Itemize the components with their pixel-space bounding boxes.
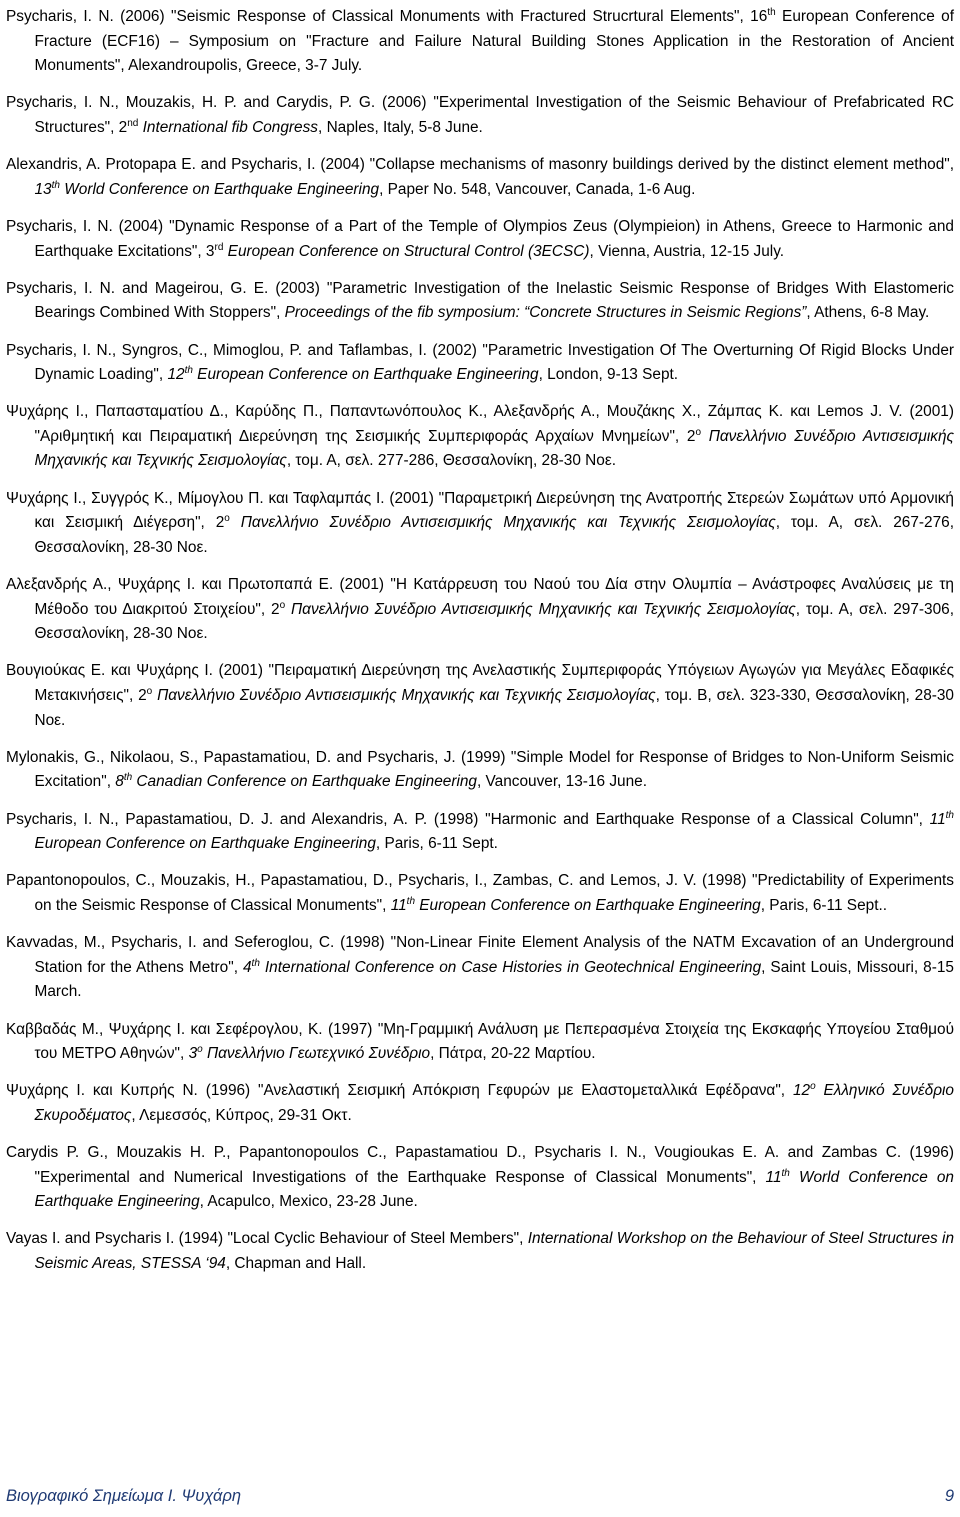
reference-entry bbox=[6, 573, 954, 647]
reference-text: Kavvadas, M., Psycharis, I. and Seferoglou, C. (1998) "Non-Linear Finite Element Analysis of the NATM Excavation of an Underground Station for the Athens Metro", bbox=[6, 934, 954, 976]
ordinal-superscript: ο bbox=[279, 599, 286, 611]
reference-text: Psycharis, I. N., Papastamatiou, D. J. and Alexandris, A. P. (1998) "Harmonic and Earthquake Response of a Classical Column", bbox=[6, 810, 930, 828]
reference-text: Psycharis, I. N. (2006) "Seismic Response of Classical Monuments with Fractured Strucrtural Elements", 16 bbox=[6, 8, 768, 25]
reference-text: , τομ. Α, σελ. 277-286, Θεσσαλονίκη, 28-30 Νοε. bbox=[286, 452, 616, 470]
reference-entry bbox=[6, 1141, 954, 1215]
italic-venue: 12 bbox=[792, 1082, 811, 1100]
italic-venue: 11 bbox=[390, 896, 407, 914]
reference-entry bbox=[6, 1079, 954, 1128]
reference-text: , Acapulco, Mexico, 23-28 June. bbox=[199, 1193, 418, 1211]
ordinal-superscript: nd bbox=[127, 117, 139, 129]
italic-venue: Πανελλήνιο Συνέδριο Αντισεισμικής Μηχανικής και Τεχνικής Σεισμολογίας bbox=[34, 427, 955, 470]
italic-venue: 4 bbox=[242, 958, 252, 976]
reference-text: Papantonopoulos, C., Mouzakis, H., Papastamatiou, D., Psycharis, I., Zambas, C. and Lemos, J. V. (1998) "Predictability of Experiments on the Seismic Response of Classical Monuments", bbox=[6, 872, 954, 914]
italic-venue: European Conference on Earthquake Engineering bbox=[415, 896, 761, 914]
reference-entry bbox=[6, 339, 954, 388]
reference-entry bbox=[6, 91, 954, 140]
ordinal-superscript: th bbox=[184, 365, 193, 377]
ordinal-superscript: ο bbox=[224, 513, 230, 525]
ordinal-superscript: ο bbox=[810, 1081, 816, 1093]
reference-text: Carydis P. G., Mouzakis H. P., Papantonopoulos C., Papastamatiou D., Psycharis I. N., Vougioukas E. A. and Zambas C. (1996) "Experimental and Numerical Investigations of the Earthquake Response of Classical Monuments", bbox=[6, 1144, 954, 1186]
reference-text: Αλεξανδρής Α., Ψυχάρης Ι. και Πρωτοπαπά Ε. (2001) "Η Κατάρρευση του Ναού του Δία στην Ολυμπία – Ανάστροφες Αναλύσεις με τη Μέθοδο του Διακριτού Στοιχείου", 2 bbox=[6, 576, 954, 618]
ordinal-superscript: th bbox=[406, 895, 416, 907]
reference-entry bbox=[6, 487, 954, 561]
ordinal-superscript: ο bbox=[146, 686, 153, 697]
reference-text: Psycharis, I. N. (2004) "Dynamic Response of a Part of the Temple of Olympios Zeus (Olympieion) in Athens, Greece to Harmonic and Earthquake Excitations", 3 bbox=[6, 217, 954, 260]
ordinal-superscript: th bbox=[781, 1167, 790, 1179]
reference-text: , τομ. Α, σελ. 267-276, Θεσσαλονίκη, 28-30 Νοε. bbox=[34, 514, 954, 556]
reference-entry bbox=[6, 277, 954, 326]
reference-entry bbox=[6, 808, 954, 857]
ordinal-superscript: th bbox=[945, 809, 954, 821]
page-number: 9 bbox=[944, 1487, 954, 1505]
italic-venue: European Conference on Earthquake Engineering bbox=[192, 366, 539, 384]
italic-venue: International Conference on Case Histories in Geotechnical Engineering bbox=[259, 958, 762, 976]
reference-text: , τομ. Β, σελ. 323-330, Θεσσαλονίκη, 28-30 Νοε. bbox=[34, 687, 954, 729]
reference-text: Ψυχάρης Ι., Παπασταματίου Δ., Καρύδης Π., Παπαντωνόπουλος Κ., Αλεξανδρής Α., Μουζάκης Χ., Ζάμπας Κ. και Lemos J. V. (2001) "Αριθμητική και Πειραματική Διερεύνηση της Σεισμικής Συμπεριφοράς Αρχαίων Μνημείων", 2 bbox=[6, 403, 954, 445]
reference-text: , Paper No. 548, Vancouver, Canada, 1-6 Aug. bbox=[379, 180, 696, 198]
reference-entry bbox=[6, 5, 954, 79]
reference-text: , τομ. Α, σελ. 297-306, Θεσσαλονίκη, 28-30 Νοε. bbox=[34, 600, 955, 643]
reference-text: , London, 9-13 Sept. bbox=[538, 366, 679, 384]
reference-text: , Paris, 6-11 Sept. bbox=[375, 835, 498, 853]
italic-venue: 11 bbox=[765, 1168, 782, 1186]
reference-text: , Πάτρα, 20-22 Μαρτίου. bbox=[430, 1045, 596, 1063]
italic-venue: 11 bbox=[929, 810, 946, 828]
italic-venue: 8 bbox=[115, 773, 124, 791]
reference-text: Psycharis, I. N., Syngros, C., Mimoglou, P. and Taflambas, I. (2002) "Parametric Investigation Of The Overturning Of Rigid Blocks Under Dynamic Loading", bbox=[6, 341, 954, 384]
footer-title: Βιογραφικό Σημείωμα Ι. Ψυχάρη bbox=[6, 1487, 242, 1505]
ordinal-superscript: rd bbox=[214, 241, 224, 253]
reference-text: Ψυχάρης Ι., Συγγρός Κ., Μίμογλου Π. και Ταφλαμπάς Ι. (2001) "Παραμετρική Διερεύνηση της Ανατροπής Στερεών Σωμάτων υπό Αρμονική και Σεισμική Διέγερση", 2 bbox=[6, 489, 954, 532]
reference-entry bbox=[6, 869, 954, 918]
reference-text: Βουγιούκας Ε. και Ψυχάρης Ι. (2001) "Πειραματική Διερεύνηση της Ανελαστικής Συμπεριφοράς Υπόγειων Αγωγών για Μεγάλες Εδαφικές Μετακινήσεις", 2 bbox=[6, 662, 954, 704]
reference-entry bbox=[6, 153, 954, 202]
reference-text: , Vancouver, 13-16 June. bbox=[476, 773, 647, 791]
italic-venue: Πανελλήνιο Συνέδριο Αντισεισμικής Μηχανικής και Τεχνικής Σεισμολογίας bbox=[285, 600, 796, 618]
ordinal-superscript: th bbox=[51, 179, 60, 191]
reference-entry bbox=[6, 746, 954, 795]
reference-text: Psycharis, I. N. and Mageirou, G. E. (2003) "Parametric Investigation of the Inelastic Seismic Response of Bridges With Elastomeric Bearings Combined With Stoppers", bbox=[6, 279, 954, 322]
italic-venue: World Conference on Earthquake Engineering bbox=[59, 180, 380, 198]
italic-venue: Canadian Conference on Earthquake Engineering bbox=[132, 773, 477, 791]
reference-text: , Naples, Italy, 5-8 June. bbox=[318, 118, 483, 136]
ordinal-superscript: ο bbox=[197, 1044, 203, 1056]
italic-venue: World Conference on Earthquake Engineering bbox=[34, 1168, 954, 1211]
reference-text: , Vienna, Austria, 12-15 July. bbox=[589, 242, 785, 260]
reference-entry bbox=[6, 931, 954, 1005]
ordinal-superscript: ο bbox=[695, 426, 702, 438]
italic-venue: Πανελλήνιο Γεωτεχνικό Συνέδριο bbox=[202, 1045, 431, 1063]
italic-venue: Ελληνικό Συνέδριο Σκυροδέματος bbox=[34, 1082, 954, 1124]
italic-venue: International Workshop on the Behaviour of Steel Structures in Seismic Areas, STESSA ‘94 bbox=[34, 1230, 954, 1273]
reference-text: Καββαδάς Μ., Ψυχάρης Ι. και Σεφέρογλου, Κ. (1997) "Μη-Γραμμική Ανάλυση με Πεπερασμένα Στοιχεία της Εκσκαφής Υπογείου Σταθμού του ΜΕΤΡΟ Αθηνών", bbox=[6, 1020, 954, 1063]
reference-text: , Paris, 6-11 Sept.. bbox=[760, 896, 888, 914]
reference-text: , Chapman and Hall. bbox=[225, 1255, 367, 1273]
reference-text: , Λεμεσσός, Κύπρος, 29-31 Οκτ. bbox=[131, 1106, 352, 1124]
ordinal-superscript: th bbox=[251, 957, 260, 969]
italic-venue: 3 bbox=[188, 1045, 198, 1063]
reference-entry bbox=[6, 1018, 954, 1067]
reference-entry bbox=[6, 659, 954, 733]
italic-venue: Πανελλήνιο Συνέδριο Αντισεισμικής Μηχανικής και Τεχνικής Σεισμολογίας bbox=[152, 687, 656, 704]
ordinal-superscript: th bbox=[767, 7, 776, 18]
italic-venue: European Conference on Earthquake Engineering bbox=[34, 835, 376, 853]
italic-venue: Proceedings of the fib symposium: “Concrete Structures in Seismic Regions” bbox=[284, 304, 807, 322]
reference-entry bbox=[6, 400, 954, 474]
reference-list bbox=[6, 5, 954, 1289]
reference-entry bbox=[6, 215, 954, 264]
reference-text: Vayas I. and Psycharis I. (1994) "Local Cyclic Behaviour of Steel Members", bbox=[6, 1230, 528, 1248]
italic-venue: International fib Congress bbox=[138, 118, 319, 136]
reference-text: Psycharis, I. N., Mouzakis, H. P. and Carydis, P. G. (2006) "Experimental Investigation of the Seismic Behaviour of Prefabricated RC Structures", 2 bbox=[6, 94, 954, 136]
reference-entry bbox=[6, 1227, 954, 1276]
reference-text: Ψυχάρης Ι. και Κυπρής Ν. (1996) "Ανελαστική Σεισμική Απόκριση Γεφυρών με Ελαστομεταλλικά Εφέδρανα", bbox=[6, 1082, 793, 1100]
page-footer bbox=[6, 1487, 954, 1511]
italic-venue: 12 bbox=[167, 366, 185, 384]
reference-text: European Conference of Fracture (ECF16) – Symposium on "Fracture and Failure Natural Building Stones Application in the Restoration of Ancient Monuments", Alexandroupolis, Greece, 3-7 July. bbox=[34, 8, 955, 75]
italic-venue: European Conference on Structural Control (3ECSC) bbox=[223, 242, 590, 260]
reference-text: Alexandris, A. Protopapa E. and Psycharis, I. (2004) "Collapse mechanisms of masonry buildings derived by the distinct element method", bbox=[6, 156, 954, 174]
reference-text: , Athens, 6-8 May. bbox=[806, 304, 930, 322]
ordinal-superscript: th bbox=[123, 772, 133, 784]
reference-text: Mylonakis, G., Nikolaou, S., Papastamatiou, D. and Psycharis, J. (1999) "Simple Model for Response of Bridges to Non-Uniform Seismic Excitation", bbox=[6, 748, 954, 791]
italic-venue: Πανελλήνιο Συνέδριο Αντισεισμικής Μηχανικής και Τεχνικής Σεισμολογίας bbox=[229, 514, 776, 532]
reference-text: , Saint Louis, Missouri, 8-15 March. bbox=[34, 958, 954, 1001]
italic-venue: 13 bbox=[34, 180, 52, 198]
